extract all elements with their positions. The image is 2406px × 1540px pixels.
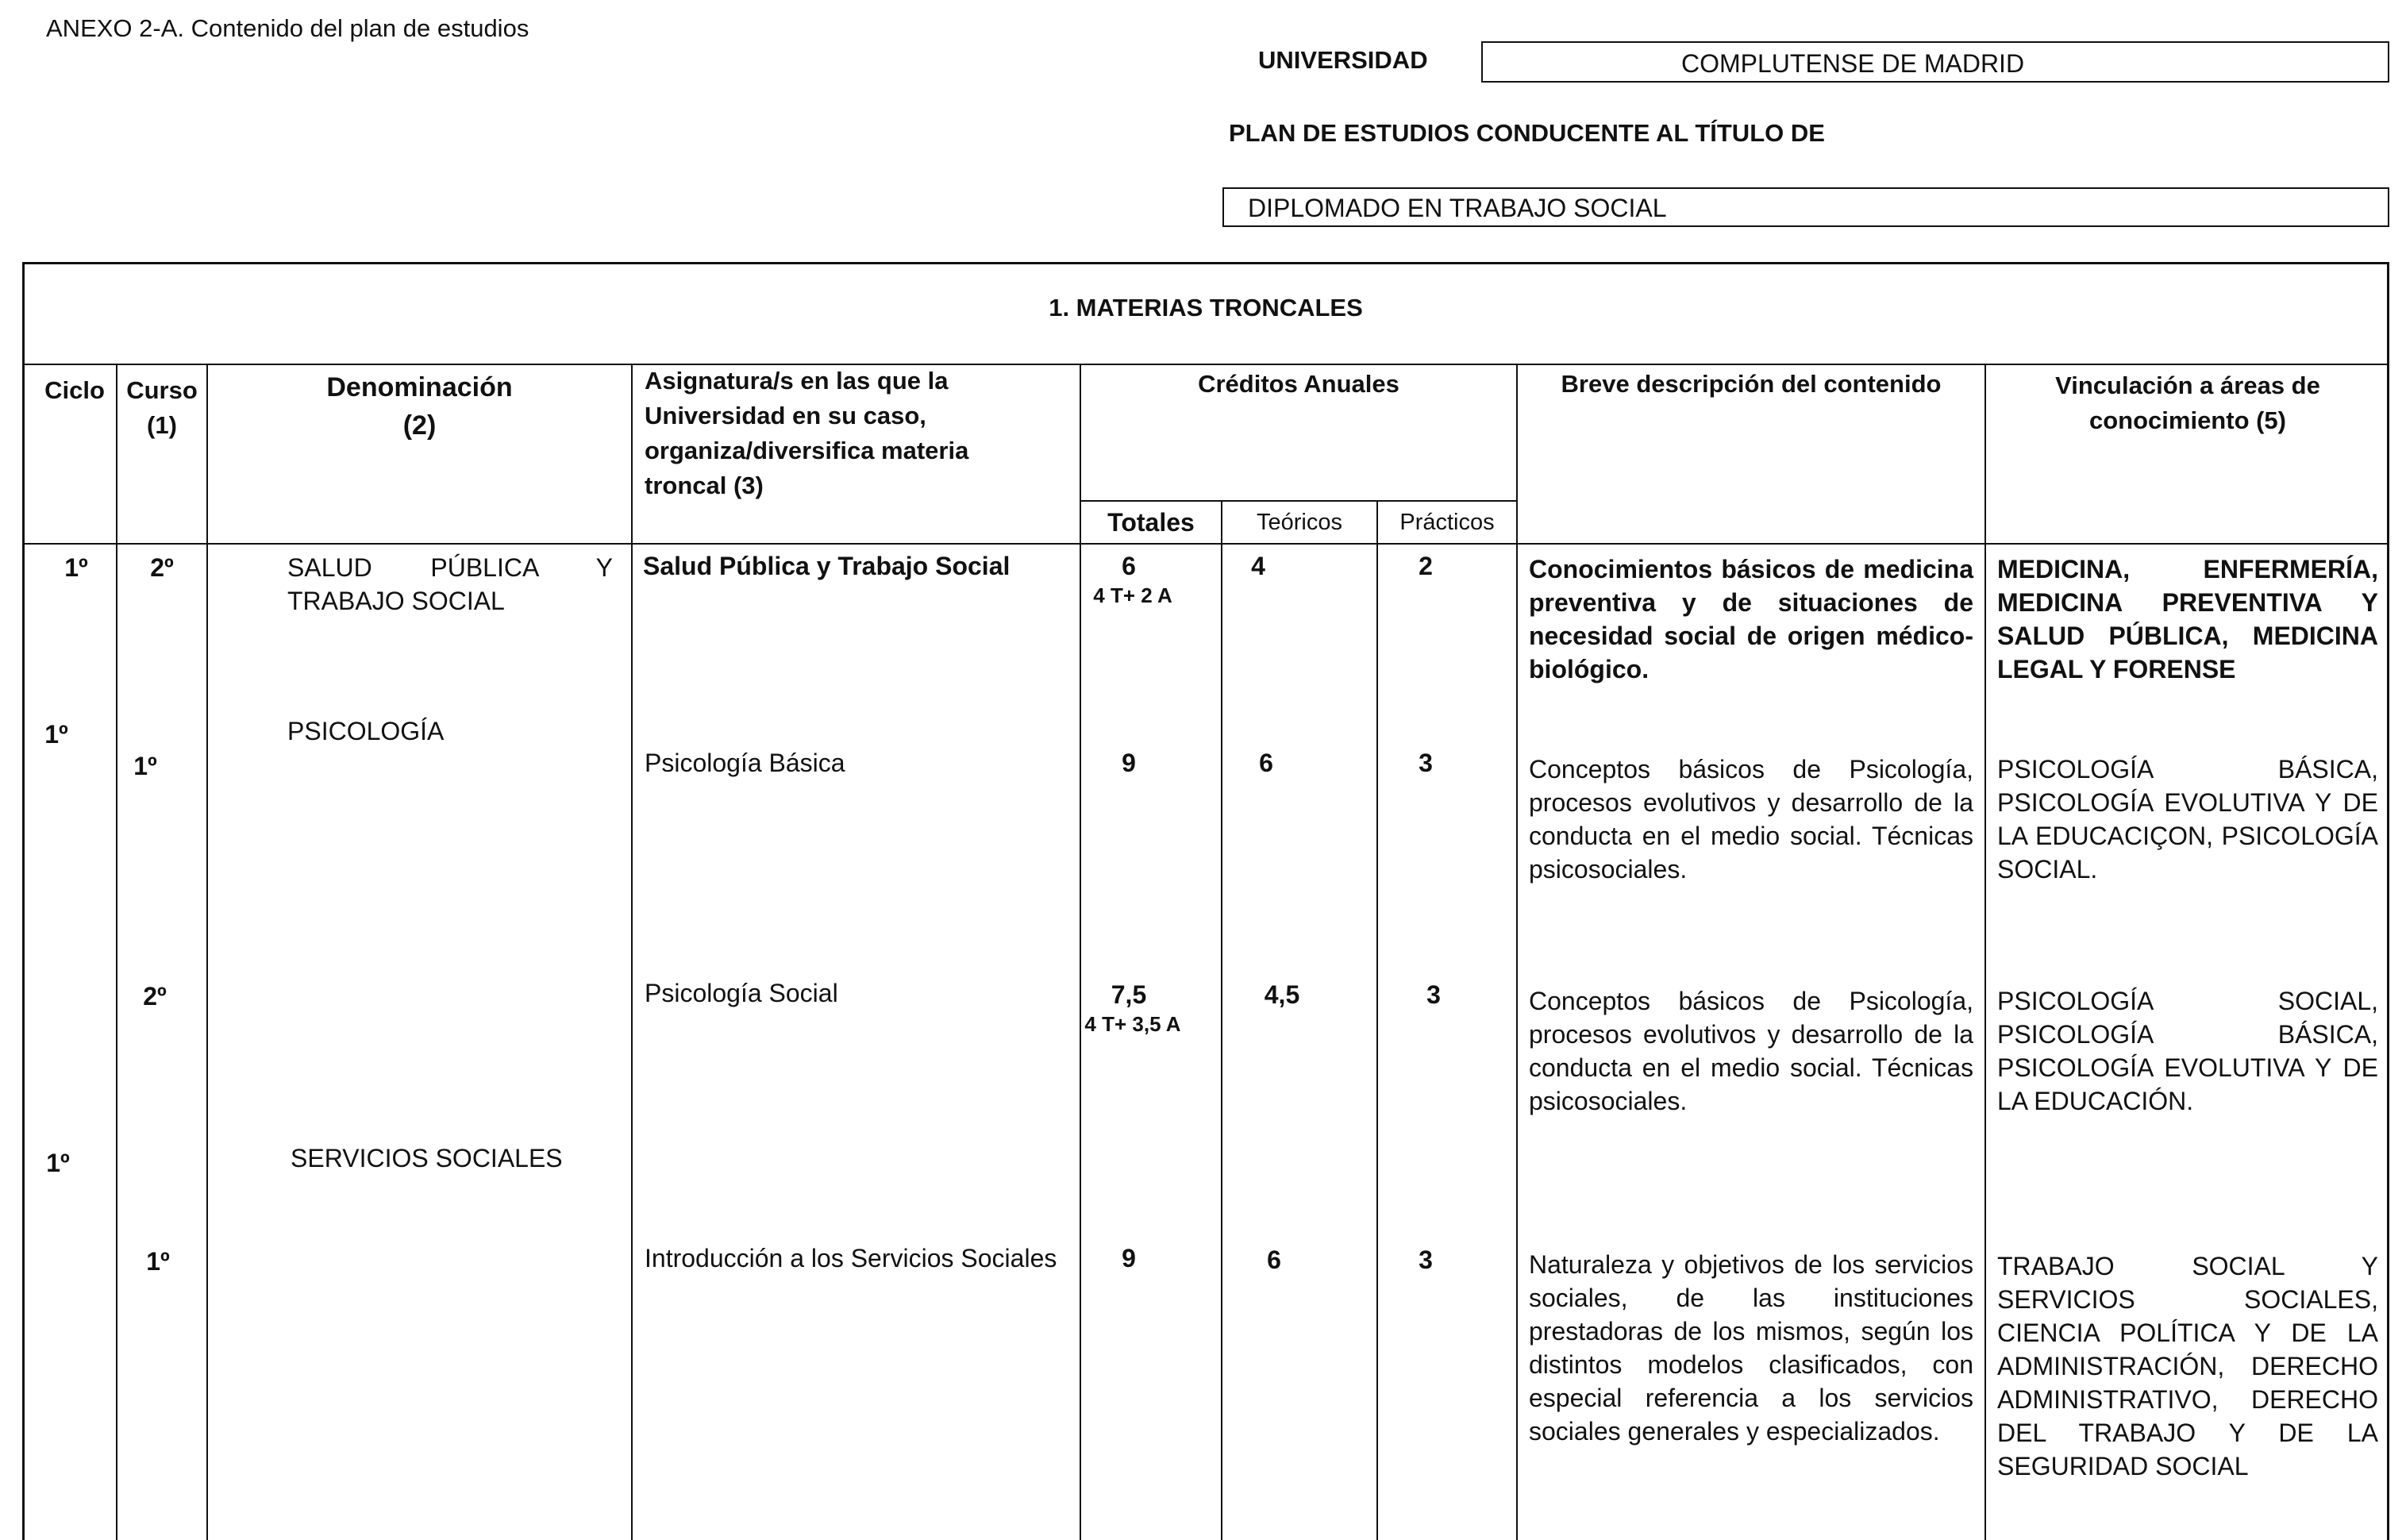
- col-header-asignaturas: Asignatura/s en las que la Universidad en su caso, organiza/diversifica materia troncal (3): [645, 367, 969, 499]
- row3-practicos: 3: [1419, 749, 1433, 777]
- col-rule: [1376, 500, 1378, 1540]
- col-header-denominacion-note: (2): [402, 410, 437, 441]
- row1-denominacion: SALUD PÚBLICA Y TRABAJO SOCIAL: [287, 553, 613, 615]
- col-rule: [116, 364, 117, 1540]
- row1-descripcion: Conocimientos básicos de medicina preventiva y de situaciones de necesidad social de origen médico-biológico.: [1529, 555, 1973, 683]
- row4-descripcion: Conceptos básicos de Psicología, procesos evolutivos y desarrollo de la conducta en el medio social. Técnicas psicosociales.: [1529, 987, 1973, 1115]
- row4-curso: 2º: [143, 982, 167, 1011]
- header-rule: [22, 364, 2389, 365]
- row4-totales: 7,5: [1111, 980, 1147, 1009]
- col-header-curso: Curso: [126, 376, 198, 404]
- row6-teoricos: 6: [1267, 1245, 1281, 1274]
- col-header-creditos: Créditos Anuales: [1198, 370, 1399, 398]
- row4-asignatura: Psicología Social: [645, 979, 838, 1007]
- row4-practicos: 3: [1426, 980, 1441, 1009]
- titulo-field: [1222, 187, 2389, 227]
- annex-title: ANEXO 2-A. Contenido del plan de estudios: [46, 14, 529, 42]
- col-rule: [1516, 364, 1518, 1540]
- row1-totales: 6: [1122, 552, 1136, 580]
- col-rule: [206, 364, 208, 1540]
- universidad-value: COMPLUTENSE DE MADRID: [1681, 49, 2025, 78]
- col-header-practicos: Prácticos: [1399, 510, 1495, 535]
- plan-label: PLAN DE ESTUDIOS CONDUCENTE AL TÍTULO DE: [1229, 119, 1825, 147]
- section-title: 1. MATERIAS TRONCALES: [1049, 294, 1363, 321]
- row4-vinculacion: PSICOLOGÍA SOCIAL, PSICOLOGÍA BÁSICA, PSICOLOGÍA EVOLUTIVA Y DE LA EDUCACIÓN.: [1997, 987, 2378, 1115]
- col-header-vinculacion: Vinculación a áreas de conocimiento (5): [2055, 372, 2320, 434]
- col-header-ciclo: Ciclo: [44, 376, 105, 404]
- row5-denominacion: SERVICIOS SOCIALES: [291, 1144, 563, 1172]
- row3-asignatura: Psicología Básica: [645, 749, 845, 777]
- row1-practicos: 2: [1419, 552, 1433, 580]
- row1-vinculacion: MEDICINA, ENFERMERÍA, MEDICINA PREVENTIVA Y SALUD PÚBLICA, MEDICINA LEGAL Y FORENSE: [1997, 555, 2378, 683]
- row3-curso: 1º: [133, 752, 157, 780]
- row1-curso: 2º: [150, 553, 174, 582]
- col-rule: [1080, 364, 1081, 1540]
- titulo-value: DIPLOMADO EN TRABAJO SOCIAL: [1248, 194, 1667, 222]
- universidad-label: UNIVERSIDAD: [1258, 46, 1428, 74]
- row2-denominacion: PSICOLOGÍA: [287, 717, 445, 745]
- body-rule: [22, 543, 2389, 545]
- row6-asignatura: Introducción a los Servicios Sociales: [645, 1244, 1057, 1272]
- col-rule: [1221, 500, 1222, 1540]
- row4-totales-note: 4 T+ 3,5 A: [1084, 1012, 1181, 1036]
- col-header-curso-note: (1): [147, 411, 177, 439]
- universidad-field: [1481, 41, 2389, 83]
- col-rule: [1984, 364, 1986, 1540]
- row1-totales-note: 4 T+ 2 A: [1093, 583, 1172, 607]
- row1-ciclo: 1º: [64, 553, 88, 582]
- row2-ciclo: 1º: [44, 720, 68, 749]
- col-rule: [631, 364, 633, 1540]
- row3-teoricos: 6: [1259, 749, 1273, 777]
- row1-teoricos: 4: [1251, 552, 1265, 580]
- row3-totales: 9: [1122, 749, 1136, 777]
- row6-descripcion: Naturaleza y objetivos de los servicios sociales, de las instituciones prestadoras de los mismos, según los distintos modelos clasificados, con especial referencia a los servicios sociales generales y especializados.: [1529, 1250, 1973, 1446]
- row3-descripcion: Conceptos básicos de Psicología, procesos evolutivos y desarrollo de la conducta en el medio social. Técnicas psicosociales.: [1529, 755, 1973, 884]
- col-header-denominacion: Denominación: [326, 372, 513, 402]
- row6-practicos: 3: [1419, 1245, 1433, 1274]
- row4-teoricos: 4,5: [1264, 980, 1300, 1009]
- row3-vinculacion: PSICOLOGÍA BÁSICA, PSICOLOGÍA EVOLUTIVA Y DE LA EDUCACIÇON, PSICOLOGÍA SOCIAL.: [1997, 755, 2378, 884]
- col-header-teoricos: Teóricos: [1257, 510, 1342, 535]
- row6-vinculacion: TRABAJO SOCIAL Y SERVICIOS SOCIALES, CIENCIA POLÍTICA Y DE LA ADMINISTRACIÓN, DERECHO ADMINISTRATIVO, DERECHO DEL TRABAJO Y DE LA SEGURIDAD SOCIAL: [1997, 1252, 2378, 1480]
- creditos-subrule: [1080, 500, 1516, 502]
- col-header-totales: Totales: [1107, 508, 1195, 537]
- col-header-descripcion: Breve descripción del contenido: [1561, 370, 1942, 398]
- row6-totales: 9: [1122, 1244, 1136, 1272]
- row5-ciclo: 1º: [46, 1149, 70, 1177]
- row1-asignatura: Salud Pública y Trabajo Social: [643, 552, 1011, 580]
- row6-curso: 1º: [146, 1247, 170, 1276]
